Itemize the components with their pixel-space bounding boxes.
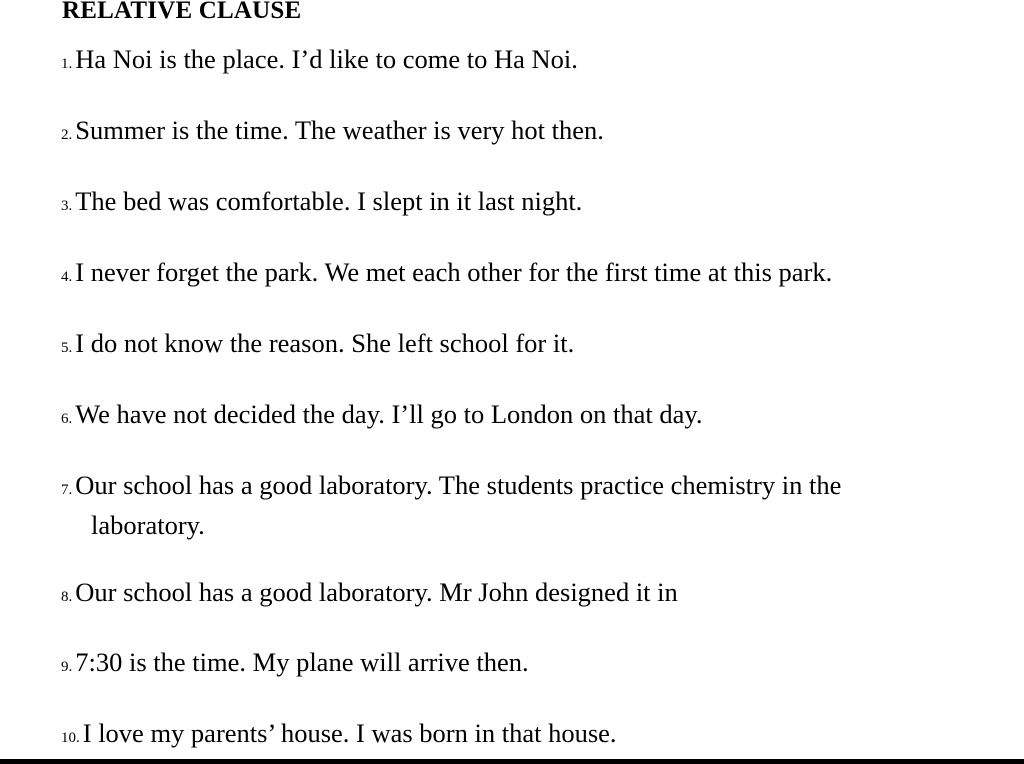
exercise-item-1: [61, 42, 578, 82]
item-text: 7:30 is the time. My plane will arrive then.: [75, 647, 529, 677]
item-number: 1.: [61, 56, 73, 72]
item-text: Our school has a good laboratory. The students practice chemistry in the: [75, 470, 842, 500]
exercise-item-3: [61, 184, 582, 224]
item-number: 2.: [61, 127, 73, 143]
item-text: Summer is the time. The weather is very hot then.: [75, 115, 604, 145]
item-text: The bed was comfortable. I slept in it last night.: [75, 186, 583, 216]
item-text: We have not decided the day. I’ll go to London on that day.: [75, 399, 703, 429]
item-text: I do not know the reason. She left school for it.: [75, 328, 575, 358]
exercise-item-5: [61, 326, 574, 366]
exercise-item-2: [61, 113, 604, 153]
item-text: Ha Noi is the place. I’d like to come to Ha Noi.: [75, 44, 578, 74]
item-number: 3.: [61, 198, 73, 214]
exercise-item-8: [61, 575, 678, 615]
page-title: RELATIVE CLAUSE: [62, 0, 302, 24]
exercise-item-9: [61, 645, 529, 685]
bottom-border: [0, 759, 1024, 764]
exercise-item-10: [61, 716, 617, 756]
item-number: 8.: [61, 589, 73, 605]
item-number: 6.: [61, 411, 73, 427]
item-text: I love my parents’ house. I was born in that house.: [82, 718, 617, 748]
item-number: 4.: [61, 269, 73, 285]
item-number: 9.: [61, 659, 73, 675]
item-number: 5.: [61, 340, 73, 356]
item-text: I never forget the park. We met each other for the first time at this park.: [75, 257, 833, 287]
item-text-continuation: laboratory.: [91, 510, 205, 540]
exercise-item-7: [61, 468, 841, 543]
item-number: 10.: [61, 730, 80, 746]
exercise-item-6: [61, 397, 703, 437]
item-text: Our school has a good laboratory. Mr John designed it in: [75, 577, 678, 607]
exercise-item-4: [61, 255, 832, 295]
item-number: 7.: [61, 482, 73, 498]
